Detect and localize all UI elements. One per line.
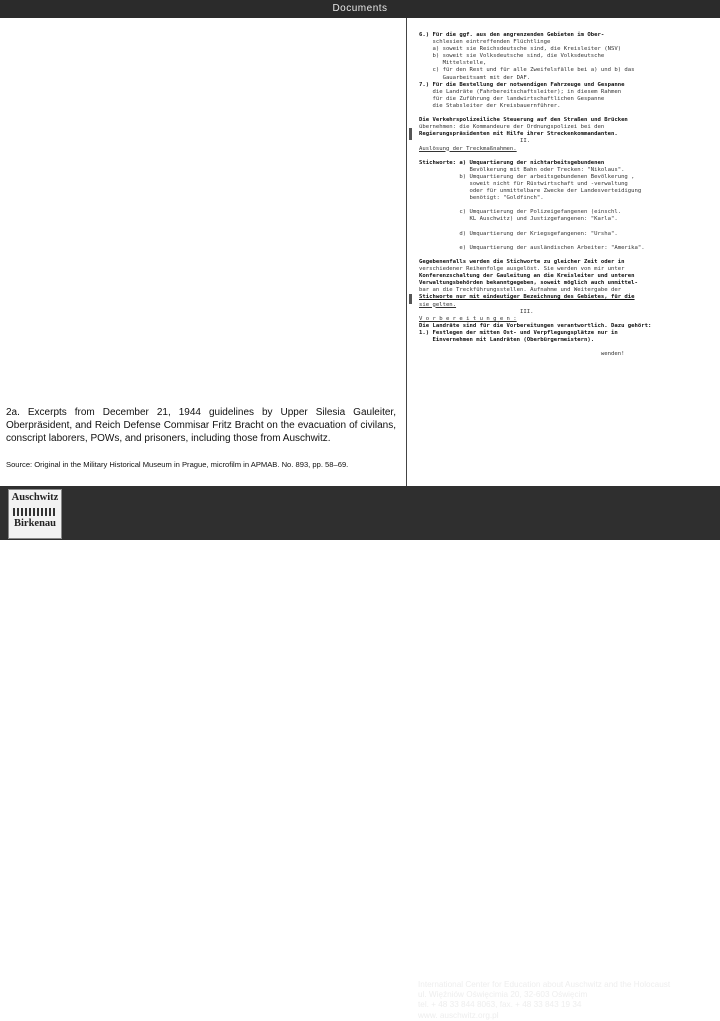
page-title: Documents <box>332 3 388 14</box>
document-line: sie gelten. <box>419 301 457 308</box>
margin-mark <box>409 128 412 140</box>
document-line: Konferenzschaltung der Gauleitung an die Kreisleiter und unteren <box>419 273 635 280</box>
document-line: Regierungspräsidenten mit Hilfe ihrer Streckenkommandanten. <box>419 131 618 138</box>
document-line: 7.) Für die Bestellung der notwendigen Fahrzeuge und Gespanne <box>419 81 625 88</box>
document-line <box>419 224 719 231</box>
auschwitz-birkenau-logo <box>8 489 62 539</box>
document-line: Stichworte: a) Umquartierung der nichtarbeitsgebundenen <box>419 159 605 166</box>
logo-fence-graphic <box>13 508 57 516</box>
document-line: Auslösung der Treckmaßnahmen. <box>419 145 517 152</box>
document-line: V o r b e r e i t u n g e n : <box>419 315 517 322</box>
margin-mark <box>409 294 412 304</box>
document-line: Mittelstelle, <box>419 60 487 67</box>
document-line: für die Zuführung der landwirtschaftlichen Gespanne <box>419 95 605 102</box>
document-line: Die Landräte sind für die Vorbereitungen verantwortlich. Dazu gehört: <box>419 322 652 329</box>
document-line: KL Auschwitz) und Justizgefangenen: "Karla". <box>419 216 618 223</box>
document-line: Gegebenenfalls werden die Stichworte zu gleicher Zeit oder in <box>419 259 625 265</box>
document-line: übernehmen: die Kommandeure der Ordnungspolizei bei den <box>419 124 605 131</box>
phone-fax: tel. + 48 33 844 8063, fax. + 48 33 843 19 34 <box>418 1000 582 1010</box>
document-line <box>419 238 719 245</box>
document-line: a) soweit sie Reichsdeutsche sind, die Kreisleiter (NSV) <box>419 46 622 53</box>
document-line: Die Verkehrspolizeiliche Steuerung auf den Straßen und Brücken <box>419 117 628 124</box>
document-line: d) Umquartierung der Kriegsgefangenen: "Ursha". <box>419 230 618 237</box>
footer <box>0 486 720 1020</box>
document-line: c) Umquartierung der Polizeigefangenen (einschl. <box>419 209 622 216</box>
document-line: verschiedener Reihenfolge ausgelöst. Sie werden von mir unter <box>419 266 625 273</box>
document-line <box>419 153 719 160</box>
document-line: Verwaltungsbehörden bekanntgegeben, soweit möglich auch unmittel- <box>419 280 638 287</box>
document-line: oder für unmittelbare Zwecke der Landesverteidigung <box>419 188 642 195</box>
logo-line-2: Birkenau <box>13 518 56 529</box>
document-line: e) Umquartierung der ausländischen Arbeiter: "Amerika". <box>419 244 645 251</box>
institution-name: International Center for Education about Auschwitz and the Holocaust <box>418 980 671 989</box>
document-line: soweit nicht für Rüstwirtschaft und -verwaltung <box>419 180 628 187</box>
document-line: b) soweit sie Volksdeutsche sind, die Volksdeutsche <box>419 53 605 60</box>
document-line: II. <box>419 138 531 145</box>
document-line <box>419 110 719 117</box>
document-line <box>419 252 719 259</box>
document-line: Einvernehmen mit Landräten (Oberbürgermeistern). <box>419 337 595 344</box>
document-line <box>419 202 719 209</box>
document-line: c) für den Rest und für alle Zweifelsfälle bei a) und b) das <box>419 67 635 74</box>
address: ul. Więźniów Oświęcimia 20, 32-603 Oświęcim <box>418 990 588 1000</box>
logo-line-1: Auschwitz <box>11 492 59 503</box>
contact-info <box>418 980 718 1021</box>
document-line: 6.) Für die ggf. aus den angrenzenden Gebieten im Ober- <box>419 32 605 38</box>
document-line: schlesien eintreffenden Flüchtlinge <box>419 39 551 46</box>
document-text <box>419 32 719 358</box>
source-note: Source: Original in the Military Historical Museum in Prague, microfilm in APMAB. No. 893, pp. 58–69. <box>6 460 349 469</box>
document-line: 1.) Festlegen der mitten Ost- und Verpflegungsplätze nur in <box>419 329 618 336</box>
document-line: Gauarbeitsamt mit der DAF. <box>419 74 531 81</box>
document-line: III. <box>419 308 534 315</box>
document-line: Stichworte nur mit eindeutiger Bezeichnung des Gebietes, für die <box>419 294 635 301</box>
document-line: die Stabsleiter der Kreisbauernführer. <box>419 102 561 109</box>
document-line: bar an die Treckführungsstellen. Aufnahme und Weitergabe der <box>419 287 622 294</box>
website-link[interactable]: www. auschwitz.org.pl <box>418 1010 499 1020</box>
document-line: b) Umquartierung der arbeitsgebundenen Bevölkerung , <box>419 173 635 180</box>
document-scan <box>406 18 720 486</box>
document-line: Bevölkerung mit Bahn oder Trecken: "Nikolaus". <box>419 166 625 173</box>
caption-text: 2a. Excerpts from December 21, 1944 guidelines by Upper Silesia Gauleiter, Oberpräsident, and Reich Defense Commisar Fritz Bracht on the evacuation of civilans, conscript laborers, POWs, and prisoners, including those from Auschwitz. <box>6 407 396 444</box>
document-line <box>419 344 719 351</box>
document-line: wenden! <box>419 351 625 358</box>
top-bar <box>0 0 720 18</box>
document-line: die Landräte (Fahrbereitschaftsleiter); in diesem Rahmen <box>419 88 622 95</box>
document-line: benötigt: "Goldfinch". <box>419 195 544 202</box>
